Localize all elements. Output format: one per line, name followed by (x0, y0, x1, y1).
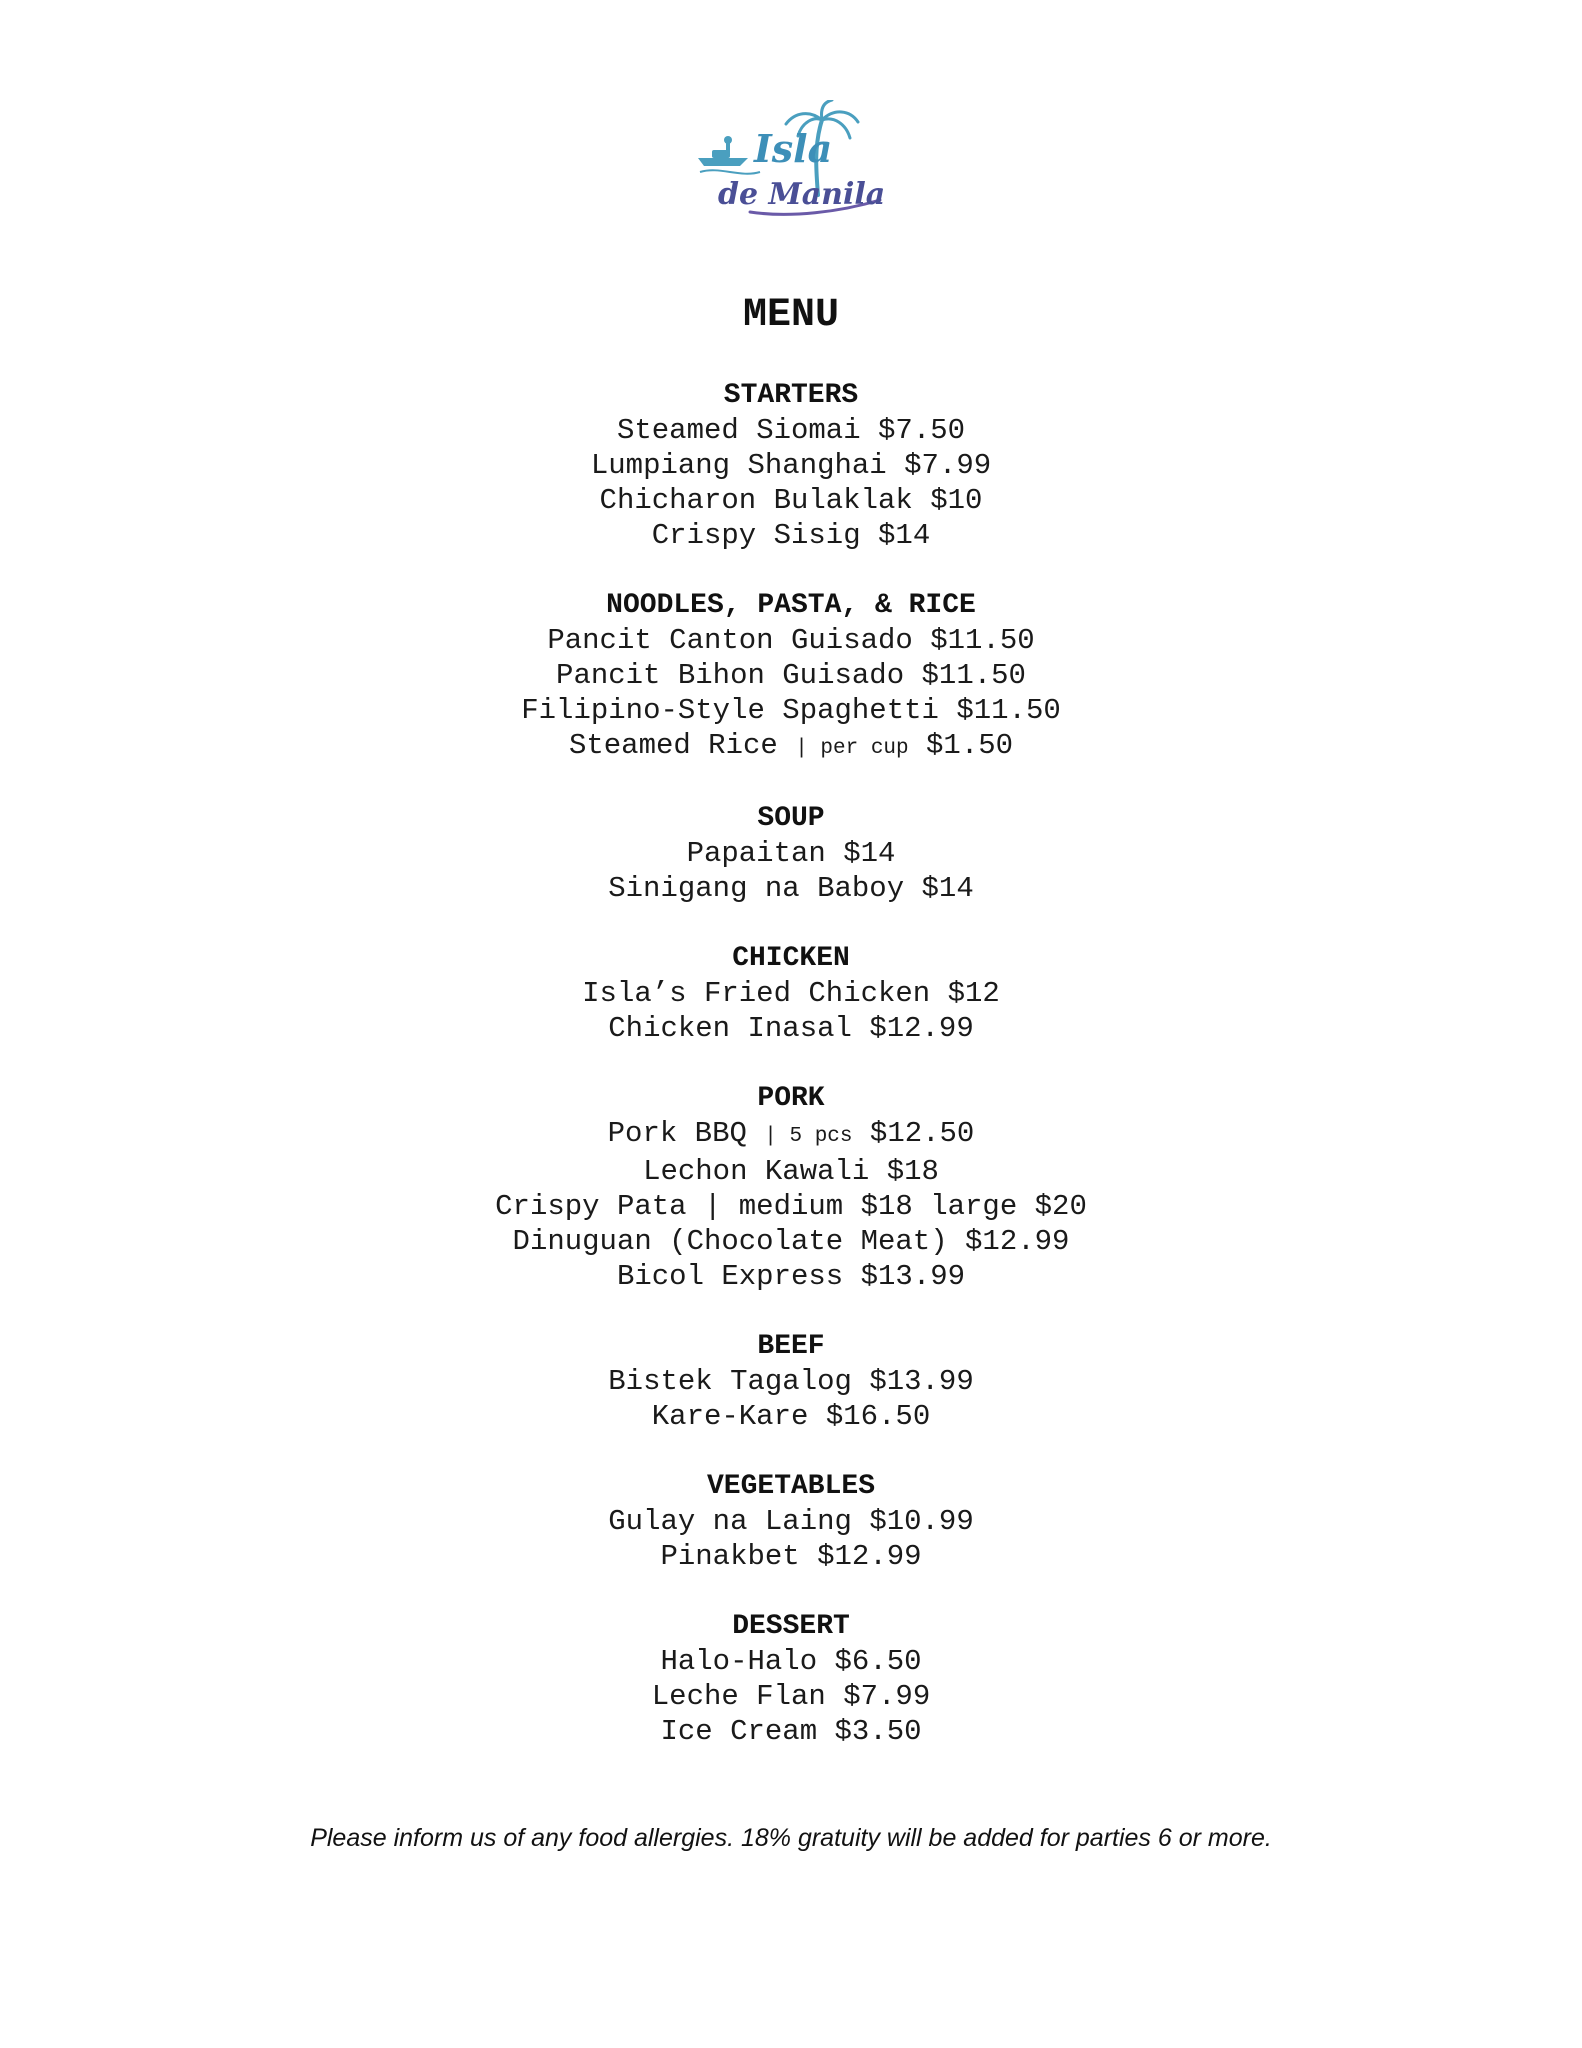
menu-item-name: Leche Flan (651, 1680, 826, 1713)
section-heading: SOUP (757, 803, 825, 834)
menu-item-name: Pancit Canton Guisado (547, 624, 913, 657)
menu-item-price: $10 (930, 484, 983, 517)
menu-item (0, 1644, 1582, 1679)
menu-item (0, 1011, 1582, 1046)
menu-item-name: Sinigang na Baboy (608, 872, 905, 905)
menu-section (0, 1329, 1582, 1434)
menu-item-price: $10.99 (869, 1505, 974, 1538)
menu-item (0, 448, 1582, 483)
menu-item (0, 871, 1582, 906)
menu-item-price: $14 (921, 872, 974, 905)
menu-item-price: $20 (1034, 1190, 1087, 1223)
menu-sections (0, 378, 1582, 1784)
menu-item-price: $16.50 (825, 1400, 931, 1433)
menu-item-name: Pork BBQ (607, 1117, 747, 1150)
menu-item-price: $12.99 (869, 1012, 974, 1045)
section-heading: BEEF (757, 1331, 825, 1362)
menu-item (0, 1504, 1582, 1539)
menu-item-name: Steamed Rice (568, 729, 778, 762)
menu-item-price: $12.99 (965, 1225, 1070, 1258)
menu-item-name: Pancit Bihon Guisado (556, 659, 905, 692)
section-heading: STARTERS (723, 380, 859, 411)
menu-item-name: Crispy Sisig (651, 519, 861, 552)
menu-title: MENU (742, 293, 839, 338)
menu-item-name: Papaitan (686, 837, 826, 870)
menu-item-name: Pinakbet (660, 1540, 800, 1573)
menu-item-price: $12.50 (869, 1117, 975, 1150)
menu-item (0, 623, 1582, 658)
menu-item (0, 1224, 1582, 1259)
menu-item-price: $14 (878, 519, 931, 552)
menu-item (0, 1714, 1582, 1749)
menu-item-name: Halo-Halo (660, 1645, 818, 1678)
menu-item-note: | 5 pcs (764, 1125, 853, 1148)
menu-item (0, 658, 1582, 693)
menu-item (0, 1364, 1582, 1399)
menu-item (0, 483, 1582, 518)
menu-item-name: Isla’s Fried Chicken (582, 977, 931, 1010)
menu-item-price: $7.50 (878, 414, 966, 447)
menu-item-price: $6.50 (834, 1645, 922, 1678)
menu-item (0, 413, 1582, 448)
menu-item-name: Steamed Siomai (616, 414, 861, 447)
menu-item-name: Ice Cream (660, 1715, 818, 1748)
menu-item-price: $3.50 (834, 1715, 922, 1748)
logo-text-de-manila: de Manila (718, 177, 886, 212)
menu-section (0, 1081, 1582, 1294)
menu-item-name: Bistek Tagalog (608, 1365, 852, 1398)
logo-text-isla: Isla (754, 126, 833, 171)
menu-item-price: $1.50 (926, 729, 1014, 762)
menu-item-price: $12.99 (817, 1540, 922, 1573)
menu-item-price: $18 (886, 1155, 939, 1188)
menu-item-price: $13.99 (869, 1365, 974, 1398)
menu-item (0, 1539, 1582, 1574)
menu-item-name: Filipino-Style Spaghetti (521, 694, 939, 727)
menu-item-price: $11.50 (930, 624, 1035, 657)
menu-item-name: Gulay na Laing (608, 1505, 852, 1538)
menu-item-name: Bicol Express (616, 1260, 844, 1293)
menu-section (0, 1609, 1582, 1749)
menu-item (0, 836, 1582, 871)
menu-item-name: Lumpiang Shanghai (590, 449, 887, 482)
section-heading: NOODLES, PASTA, & RICE (606, 590, 976, 621)
section-heading: CHICKEN (732, 943, 850, 974)
menu-item (0, 1259, 1582, 1294)
menu-item-price: $11.50 (956, 694, 1061, 727)
menu-item (0, 1116, 1582, 1154)
menu-item-name: Crispy Pata | medium $18 large (495, 1190, 1018, 1223)
menu-item (0, 693, 1582, 728)
menu-item (0, 1679, 1582, 1714)
menu-item-price: $14 (843, 837, 896, 870)
menu-section (0, 801, 1582, 906)
menu-item-price: $12 (947, 977, 1000, 1010)
menu-item-name: Dinuguan (Chocolate Meat) (512, 1225, 948, 1258)
menu-item-name: Chicharon Bulaklak (599, 484, 913, 517)
menu-section (0, 1469, 1582, 1574)
menu-item (0, 1154, 1582, 1189)
boat-icon (698, 136, 748, 166)
menu-item (0, 976, 1582, 1011)
section-heading: PORK (757, 1083, 825, 1114)
menu-section (0, 588, 1582, 766)
menu-section (0, 378, 1582, 553)
menu-item-name: Lechon Kawali (643, 1155, 870, 1188)
menu-item-name: Chicken Inasal (608, 1012, 852, 1045)
menu-item (0, 1399, 1582, 1434)
menu-item-note: | per cup (795, 737, 909, 760)
allergy-gratuity-notice: Please inform us of any food allergies. 18% gratuity will be added for parties 6 or more. (310, 1824, 1272, 1852)
menu-item (0, 518, 1582, 553)
isla-de-manila-logo (690, 100, 890, 220)
menu-item (0, 728, 1582, 766)
menu-item-price: $7.99 (843, 1680, 931, 1713)
menu-item-name: Kare-Kare (651, 1400, 809, 1433)
menu-item (0, 1189, 1582, 1224)
section-heading: DESSERT (732, 1611, 850, 1642)
menu-item-price: $7.99 (904, 449, 992, 482)
section-heading: VEGETABLES (706, 1471, 876, 1502)
menu-item-price: $13.99 (860, 1260, 966, 1293)
menu-section (0, 941, 1582, 1046)
menu-item-price: $11.50 (921, 659, 1026, 692)
